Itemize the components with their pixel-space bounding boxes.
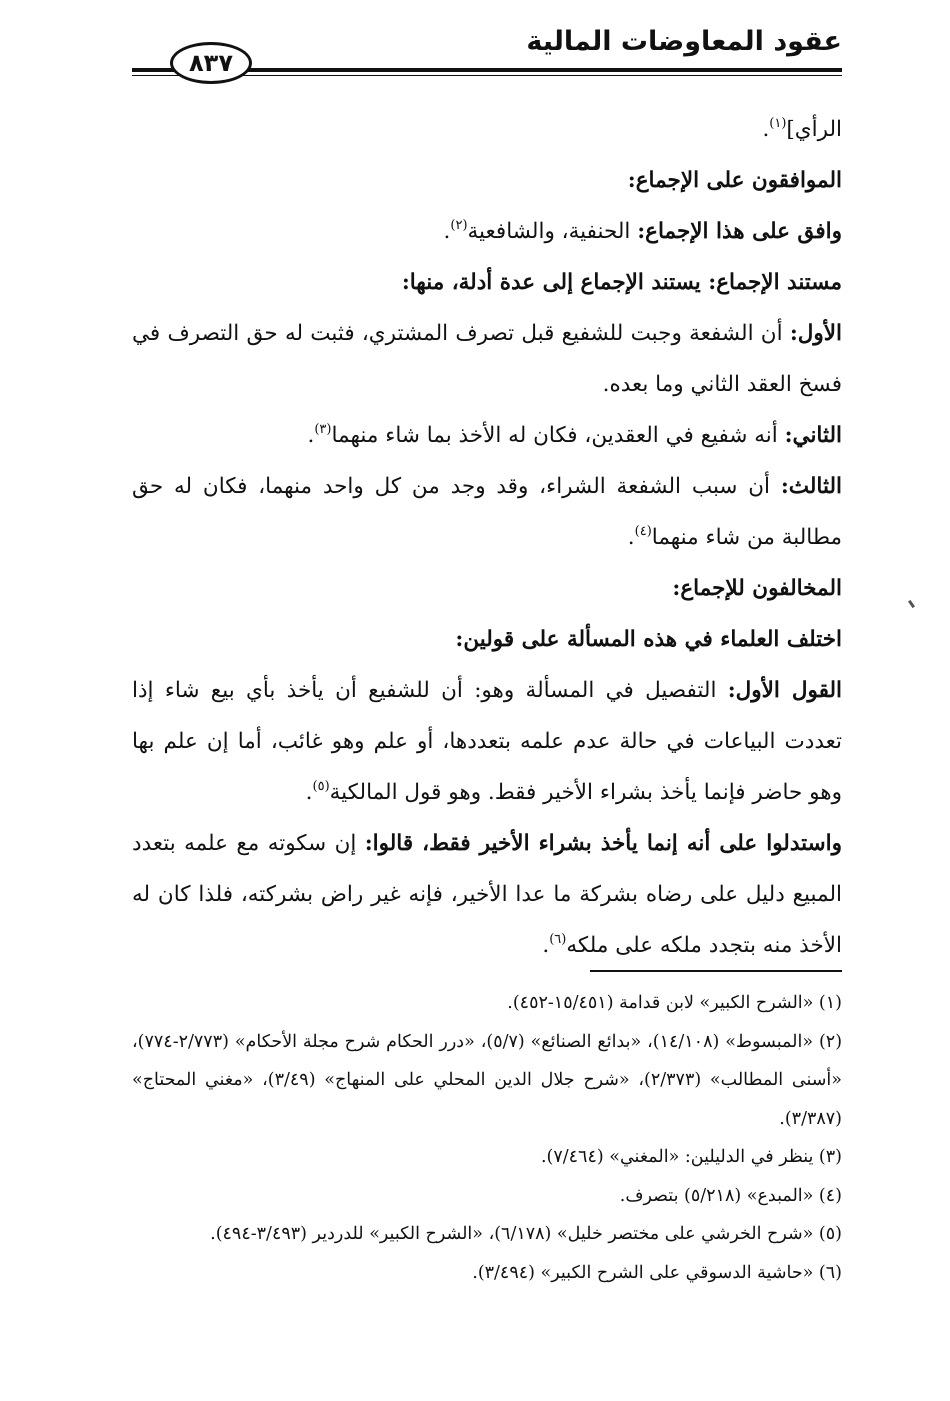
heading-two-views: اختلف العلماء في هذه المسألة على قولين: xyxy=(455,627,842,652)
p1-text: الرأي] xyxy=(786,117,842,142)
footnote-ref-5: (٥) xyxy=(312,779,330,794)
p7-text: أن سبب الشفعة الشراء، وقد وجد من كل واحد منهما، فكان له حق مطالبة من شاء منهما xyxy=(132,474,842,550)
p6-text: أنه شفيع في العقدين، فكان له الأخذ بما شاء منهما xyxy=(331,423,785,448)
p10-end: . xyxy=(305,780,313,805)
paragraph-4 xyxy=(132,257,842,308)
p6-lead: الثاني: xyxy=(784,423,842,448)
footnote-2: (٢) «المبسوط» (١٤/١٠٨)، «بدائع الصنائع» (٥/٧)، «درر الحكام شرح مجلة الأحكام» (٢/٧٧٣-٧٧٤)، «أسنى المطالب» (٢/٣٧٣)، «شرح جلال الدين المحلي على المنهاج» (٣/٤٩)، «مغني المحتاج» (٣/٣٨٧). xyxy=(132,1031,843,1129)
footnotes xyxy=(132,984,842,1292)
footnote-ref-1: (١) xyxy=(769,116,787,131)
paragraph-1 xyxy=(132,104,842,155)
footnote-ref-6: (٦) xyxy=(549,932,567,947)
book-title: عقود المعاوضات المالية xyxy=(526,26,842,57)
footnote-1: (١) «الشرح الكبير» لابن قدامة (١٥/٤٥١-٤٥٢). xyxy=(507,993,842,1013)
p1-end: . xyxy=(762,117,770,142)
p7-lead: الثالث: xyxy=(780,474,842,499)
paragraph-5 xyxy=(132,308,842,410)
main-text xyxy=(132,104,842,971)
p5-lead: الأول: xyxy=(789,321,842,346)
paragraph-8 xyxy=(132,563,842,614)
footnote-ref-2: (٢) xyxy=(450,218,468,233)
footnote-ref-4: (٤) xyxy=(634,524,652,539)
p3-lead: وافق على هذا الإجماع: xyxy=(637,219,842,244)
footnote-4: (٤) «المبدع» (٥/٢١٨) بتصرف. xyxy=(619,1185,842,1206)
p7-end: . xyxy=(627,525,635,550)
heading-basis: مستند الإجماع: يستند الإجماع إلى عدة أدلة، منها: xyxy=(401,270,842,295)
p11-text: إن سكوته مع علمه بتعدد المبيع دليل على رضاه بشركة ما عدا الأخير، فإنه غير راض بشركته، فلذا كان له الأخذ منه بتجدد ملكه على ملكه xyxy=(132,831,842,958)
footnote-3: (٣) ينظر في الدليلين: «المغني» (٧/٤٦٤). xyxy=(540,1147,842,1167)
p3-text: الحنفية، والشافعية xyxy=(467,219,638,244)
paragraph-10 xyxy=(132,665,842,818)
p10-lead: القول الأول: xyxy=(727,678,842,703)
heading-supporters: الموافقون على الإجماع: xyxy=(627,168,842,193)
page-number: ٨٣٧ xyxy=(170,42,252,84)
paragraph-9 xyxy=(132,614,842,665)
paragraph-3 xyxy=(132,206,842,257)
paragraph-2 xyxy=(132,155,842,206)
footnote-6: (٦) «حاشية الدسوقي على الشرح الكبير» (٣/٤٩٤). xyxy=(472,1262,842,1283)
paragraph-7 xyxy=(132,461,842,563)
heading-opponents: المخالفون للإجماع: xyxy=(672,576,842,601)
running-header xyxy=(132,22,842,82)
footnote-5: (٥) «شرح الخرشي على مختصر خليل» (٦/١٧٨)، «الشرح الكبير» للدردير (٣/٤٩٣-٤٩٤). xyxy=(210,1224,842,1244)
p10-text: التفصيل في المسألة وهو: أن للشفيع أن يأخذ بأي بيع شاء إذا تعددت البياعات في حالة عدم علمه بتعددها، أو علم وهو غائب، أما إن علم بها وهو حاضر فإنما يأخذ بشراء الأخير فقط. وهو قول المالكية xyxy=(132,678,842,805)
p5-text: أن الشفعة وجبت للشفيع قبل تصرف المشتري، فثبت له حق التصرف في فسخ العقد الثاني وما بعده. xyxy=(132,321,842,397)
p6-end: . xyxy=(307,423,315,448)
p11-end: . xyxy=(542,933,550,958)
scan-speck xyxy=(908,600,915,608)
footnote-ref-3: (٣) xyxy=(314,422,332,437)
paragraph-11 xyxy=(132,818,842,971)
paragraph-6 xyxy=(132,410,842,461)
p11-lead: واستدلوا على أنه إنما يأخذ بشراء الأخير فقط، قالوا: xyxy=(364,831,842,856)
footnote-separator xyxy=(590,970,842,972)
p3-end: . xyxy=(443,219,451,244)
